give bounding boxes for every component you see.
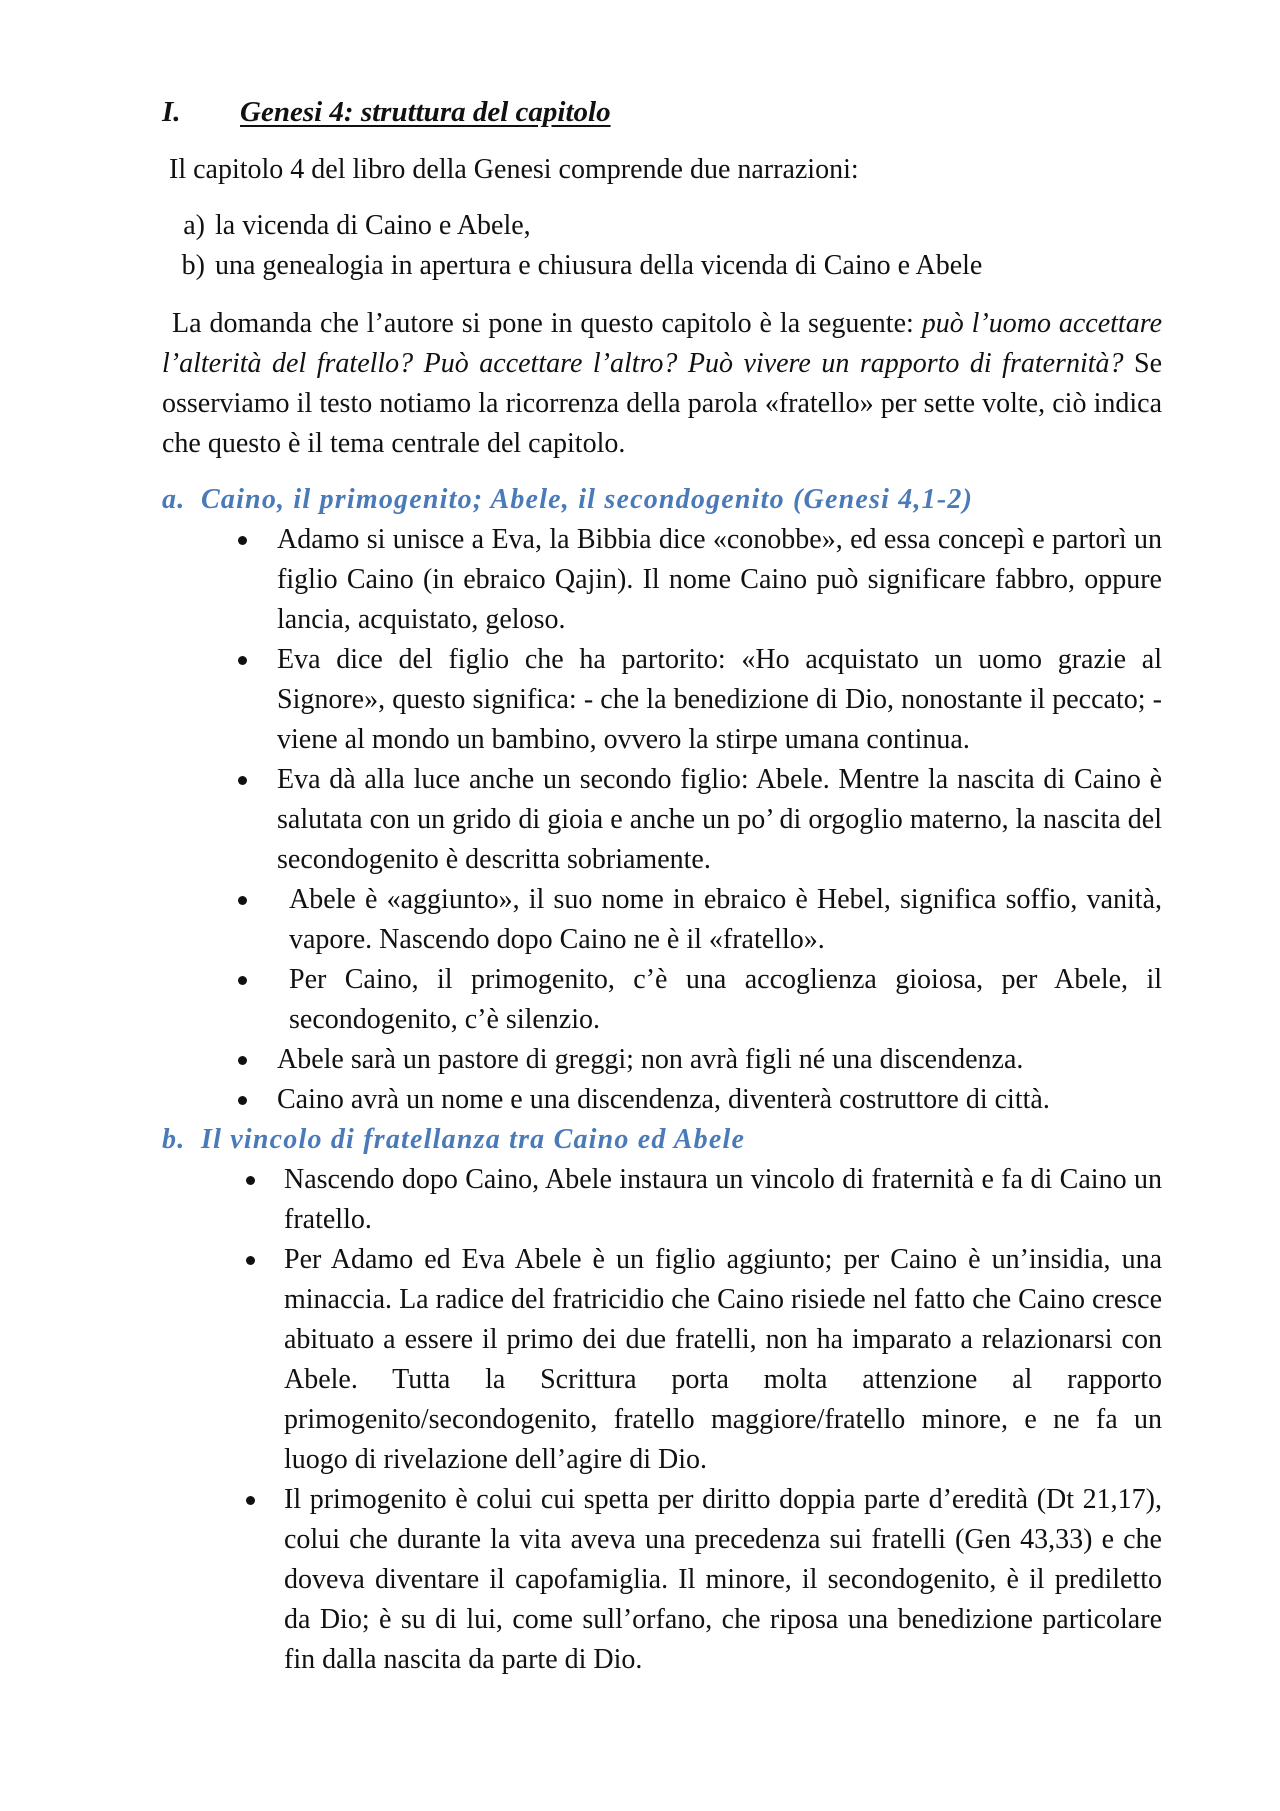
list-item-text: Abele è «aggiunto», il suo nome in ebraico è Hebel, significa soffio, vanità, vapore. Nascendo dopo Caino ne è il «fratello». (289, 884, 1162, 955)
list-item-text: Nascendo dopo Caino, Abele instaura un vincolo di fraternità e fa di Caino un fratello. (284, 1164, 1162, 1235)
section-title: Genesi 4: struttura del capitolo (240, 96, 611, 128)
intro-paragraph: Il capitolo 4 del libro della Genesi comprende due narrazioni: (169, 154, 859, 185)
list-item-text: la vicenda di Caino e Abele, (215, 210, 531, 241)
bullet-icon (246, 1240, 284, 1480)
section-number: I. (162, 96, 181, 128)
subheading-title: Il vincolo di fratellanza tra Caino ed Abele (201, 1124, 746, 1155)
list-item-text: Adamo si unisce a Eva, la Bibbia dice «conobbe», ed essa concepì e partorì un figlio Caino (in ebraico Qajin). Il nome Caino può significare fabbro, oppure lancia, acquistato, geloso. (277, 524, 1162, 635)
list-item-text: Per Adamo ed Eva Abele è un figlio aggiunto; per Caino è un’insidia, una minaccia. La radice del fratricidio che Caino risiede nel fatto che Caino cresce abituato a essere il primo dei due fratelli, non ha imparato a relazionarsi con Abele. Tutta la Scrittura porta molta attenzione al rapporto primogenito/secondogenito, fratello maggiore/fratello minore, e ne fa un luogo di rivelazione dell’agire di Dio. (284, 1244, 1162, 1475)
list-item (162, 246, 1162, 286)
question-rest: Se osserviamo il testo notiamo la ricorrenza della parola «fratello» per sette volte, ciò indica che questo è il tema centrale del capitolo. (162, 348, 1162, 459)
list-item (238, 960, 1162, 1040)
section-heading (162, 88, 1162, 132)
list-item (238, 880, 1162, 960)
bullet-icon (238, 880, 277, 960)
list-item (246, 1160, 1162, 1240)
list-item-text: Per Caino, il primogenito, c’è una accoglienza gioiosa, per Abele, il secondogenito, c’è silenzio. (289, 964, 1162, 1035)
list-item-text: Eva dice del figlio che ha partorito: «Ho acquistato un uomo grazie al Signore», questo significa: - che la benedizione di Dio, nonostante il peccato; - viene al mondo un bambino, ovvero la stirpe umana continua. (277, 644, 1162, 755)
bullet-icon (238, 960, 277, 1040)
subheading-marker: b. (162, 1124, 186, 1155)
list-item-text: Abele sarà un pastore di greggi; non avrà figli né una discendenza. (277, 1044, 1024, 1075)
list-item-text: Eva dà alla luce anche un secondo figlio: Abele. Mentre la nascita di Caino è salutata con un grido di gioia e anche un po’ di orgoglio materno, la nascita del secondogenito è descritta sobriamente. (277, 764, 1162, 875)
question-lead: La domanda che l’autore si pone in questo capitolo è la seguente: (172, 308, 922, 339)
list-item (238, 1080, 1162, 1120)
list-marker: b) (181, 250, 205, 281)
bullet-icon (246, 1160, 284, 1240)
bullet-icon (238, 640, 277, 760)
question-italic: può l’uomo accettare l’alterità del fratello? Può accettare l’altro? Può vivere un rapporto di fraternità? (162, 308, 1162, 379)
list-item-text: Caino avrà un nome e una discendenza, diventerà costruttore di città. (277, 1084, 1050, 1115)
bullet-icon (238, 520, 277, 640)
list-item (238, 1040, 1162, 1080)
list-item (162, 206, 1162, 246)
subheading-marker: a. (162, 484, 186, 515)
bullet-list-b (246, 1160, 1162, 1680)
bullet-icon (238, 1040, 277, 1080)
bullet-list-a (238, 520, 1162, 1120)
document-page (162, 88, 1162, 1680)
subheading-a (162, 480, 1162, 520)
bullet-icon (246, 1480, 284, 1680)
list-item (238, 520, 1162, 640)
list-item (246, 1480, 1162, 1680)
list-marker: a) (183, 210, 205, 241)
list-item (238, 760, 1162, 880)
bullet-icon (238, 760, 277, 880)
bullet-icon (238, 1080, 277, 1120)
list-item (238, 640, 1162, 760)
subheading-title: Caino, il primogenito; Abele, il secondogenito (Genesi 4,1-2) (201, 484, 974, 515)
narrations-list (162, 206, 1162, 286)
list-item-text: Il primogenito è colui cui spetta per diritto doppia parte d’eredità (Dt 21,17), colui che durante la vita aveva una precedenza sui fratelli (Gen 43,33) e che doveva diventare il capofamiglia. Il minore, il secondogenito, è il prediletto da Dio; è su di lui, come sull’orfano, che riposa una benedizione particolare fin dalla nascita da parte di Dio. (284, 1484, 1162, 1675)
question-paragraph (162, 304, 1162, 464)
list-item (246, 1240, 1162, 1480)
subheading-b (162, 1120, 1162, 1160)
list-item-text: una genealogia in apertura e chiusura della vicenda di Caino e Abele (215, 250, 983, 281)
